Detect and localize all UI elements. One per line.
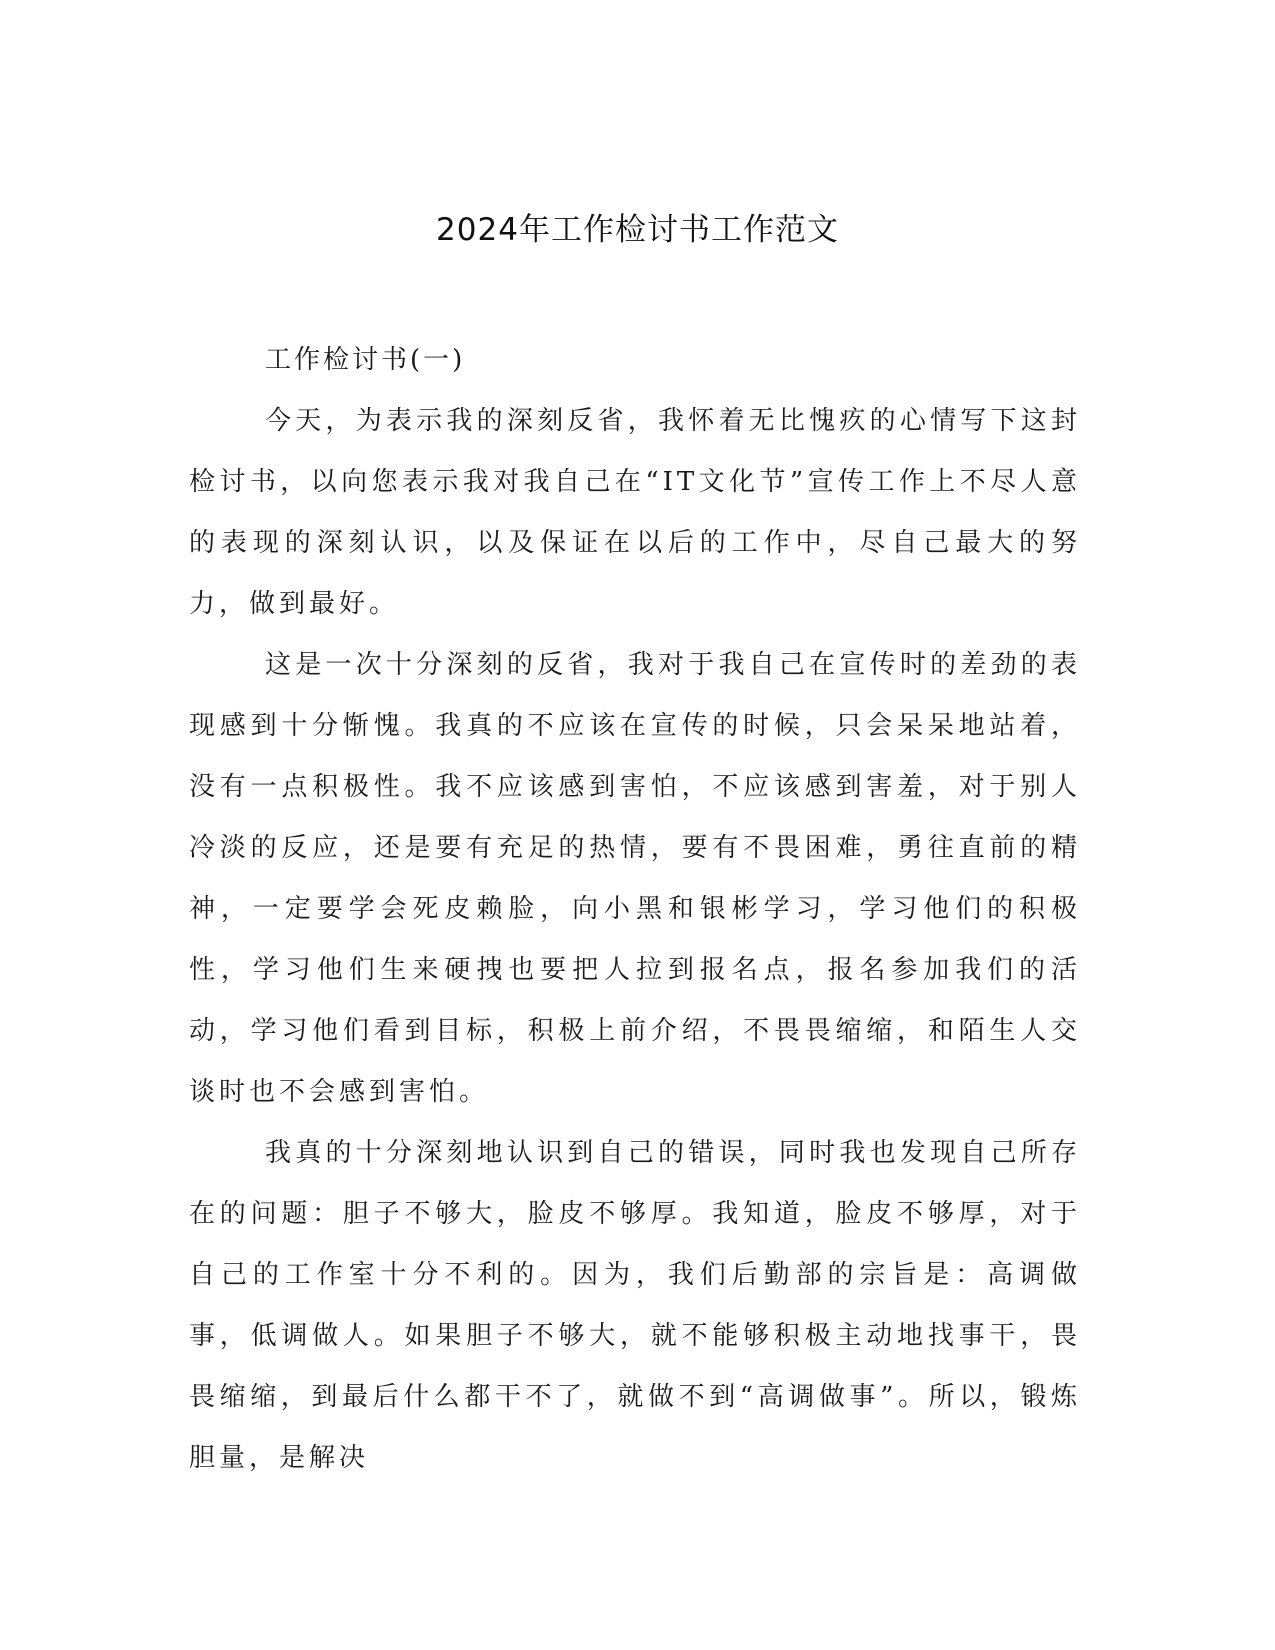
paragraph-1: 今天，为表示我的深刻反省，我怀着无比愧疚的心情写下这封检讨书，以向您表示我对我自己在“IT文化节”宣传工作上不尽人意的表现的深刻认识，以及保证在以后的工作中，尽自己最大的努力，做到最好。 <box>189 406 1081 619</box>
document-body <box>189 330 1081 1489</box>
paragraph-3: 我真的十分深刻地认识到自己的错误，同时我也发现自己所存在的问题：胆子不够大，脸皮不够厚。我知道，脸皮不够厚，对于自己的工作室十分不利的。因为，我们后勤部的宗旨是：高调做事，低调做人。如果胆子不够大，就不能够积极主动地找事干，畏畏缩缩，到最后什么都干不了，就做不到“高调做事”。所以，锻炼胆量，是解决 <box>189 1138 1081 1473</box>
paragraph-2: 这是一次十分深刻的反省，我对于我自己在宣传时的差劲的表现感到十分惭愧。我真的不应该在宣传的时候，只会呆呆地站着，没有一点积极性。我不应该感到害怕，不应该感到害羞，对于别人冷淡的反应，还是要有充足的热情，要有不畏困难，勇往直前的精神，一定要学会死皮赖脸，向小黑和银彬学习，学习他们的积极性，学习他们生来硬拽也要把人拉到报名点，报名参加我们的活动，学习他们看到目标，积极上前介绍，不畏畏缩缩，和陌生人交谈时也不会感到害怕。 <box>189 650 1081 1107</box>
document-title: 2024年工作检讨书工作范文 <box>436 212 839 248</box>
section-heading: 工作检讨书(一) <box>265 345 466 375</box>
